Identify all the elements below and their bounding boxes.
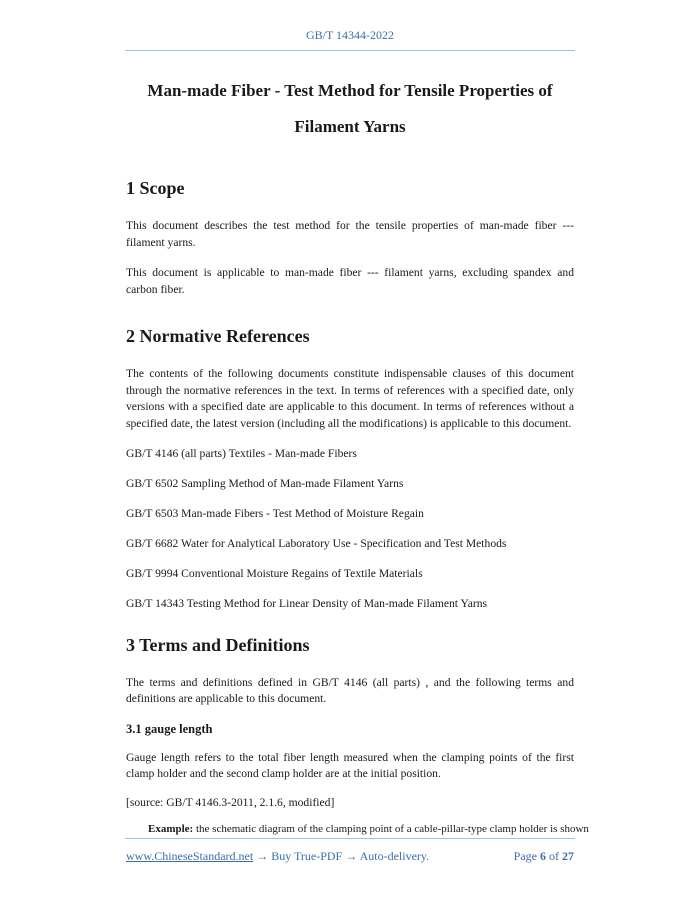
section-heading-normative: 2 Normative References (126, 326, 310, 346)
document-body (126, 170, 589, 837)
subsection-heading-gauge-length: 3.1 gauge length (126, 721, 213, 736)
title-line-1: Man-made Fiber - Test Method for Tensile Properties of (147, 81, 553, 100)
reference-item: GB/T 14343 Testing Method for Linear Density of Man-made Filament Yarns (126, 597, 488, 610)
page-header (0, 28, 700, 43)
doc-id: GB/T 14344-2022 (305, 28, 395, 42)
website-link[interactable]: www.ChineseStandard.net (126, 849, 254, 863)
page-current: 6 (540, 849, 546, 863)
normative-paragraph: The contents of the following documents constitute indispensable clauses of this document through the normative references in the text. In terms of references with a specified date, only versions with a specified date are applicable to this document. In terms of references without a specified date, the latest version (including all the modifications) is applicable to this document. (126, 367, 574, 430)
example-note (126, 821, 589, 837)
page-indicator (514, 849, 574, 864)
reference-item: GB/T 6502 Sampling Method of Man-made Filament Yarns (126, 477, 404, 490)
section-heading-terms: 3 Terms and Definitions (126, 634, 310, 655)
section-heading-scope: 1 Scope (126, 178, 185, 198)
page-footer (126, 849, 574, 864)
reference-item: GB/T 6503 Man-made Fibers - Test Method of Moisture Regain (126, 507, 424, 520)
arrow-icon: → (345, 849, 358, 863)
document-title (110, 73, 590, 145)
arrow-icon: → (256, 849, 269, 863)
source-note: [source: GB/T 4146.3-2011, 2.1.6, modified] (126, 795, 335, 809)
reference-item: GB/T 4146 (all parts) Textiles - Man-made Fibers (126, 447, 357, 460)
buy-pdf-link[interactable]: Buy True-PDF (268, 849, 346, 863)
scope-paragraph-2: This document is applicable to man-made fiber --- filament yarns, excluding spandex and carbon fiber. (126, 266, 574, 296)
reference-item: GB/T 9994 Conventional Moisture Regains of Textile Materials (126, 567, 423, 580)
title-line-2: Filament Yarns (294, 117, 406, 136)
page-total: 27 (562, 849, 574, 863)
auto-delivery-text: Auto-delivery. (357, 849, 430, 863)
terms-paragraph: The terms and definitions defined in GB/T 4146 (all parts) , and the following terms and definitions are applicable to this document. (126, 675, 574, 705)
scope-paragraph-1: This document describes the test method for the tensile properties of man-made fiber --- filament yarns. (126, 219, 574, 249)
example-label: Example: (148, 823, 194, 835)
of-label: of (549, 849, 559, 863)
example-text: the schematic diagram of the clamping point of a cable-pillar-type clamp holder is shown (193, 823, 589, 835)
page-label: Page (513, 849, 537, 863)
reference-item: GB/T 6682 Water for Analytical Laboratory Use - Specification and Test Methods (126, 537, 507, 550)
gauge-length-definition: Gauge length refers to the total fiber length measured when the clamping points of the first clamp holder and the second clamp holder are at the initial position. (126, 750, 574, 780)
footer-divider (125, 838, 575, 839)
header-divider (125, 50, 575, 51)
